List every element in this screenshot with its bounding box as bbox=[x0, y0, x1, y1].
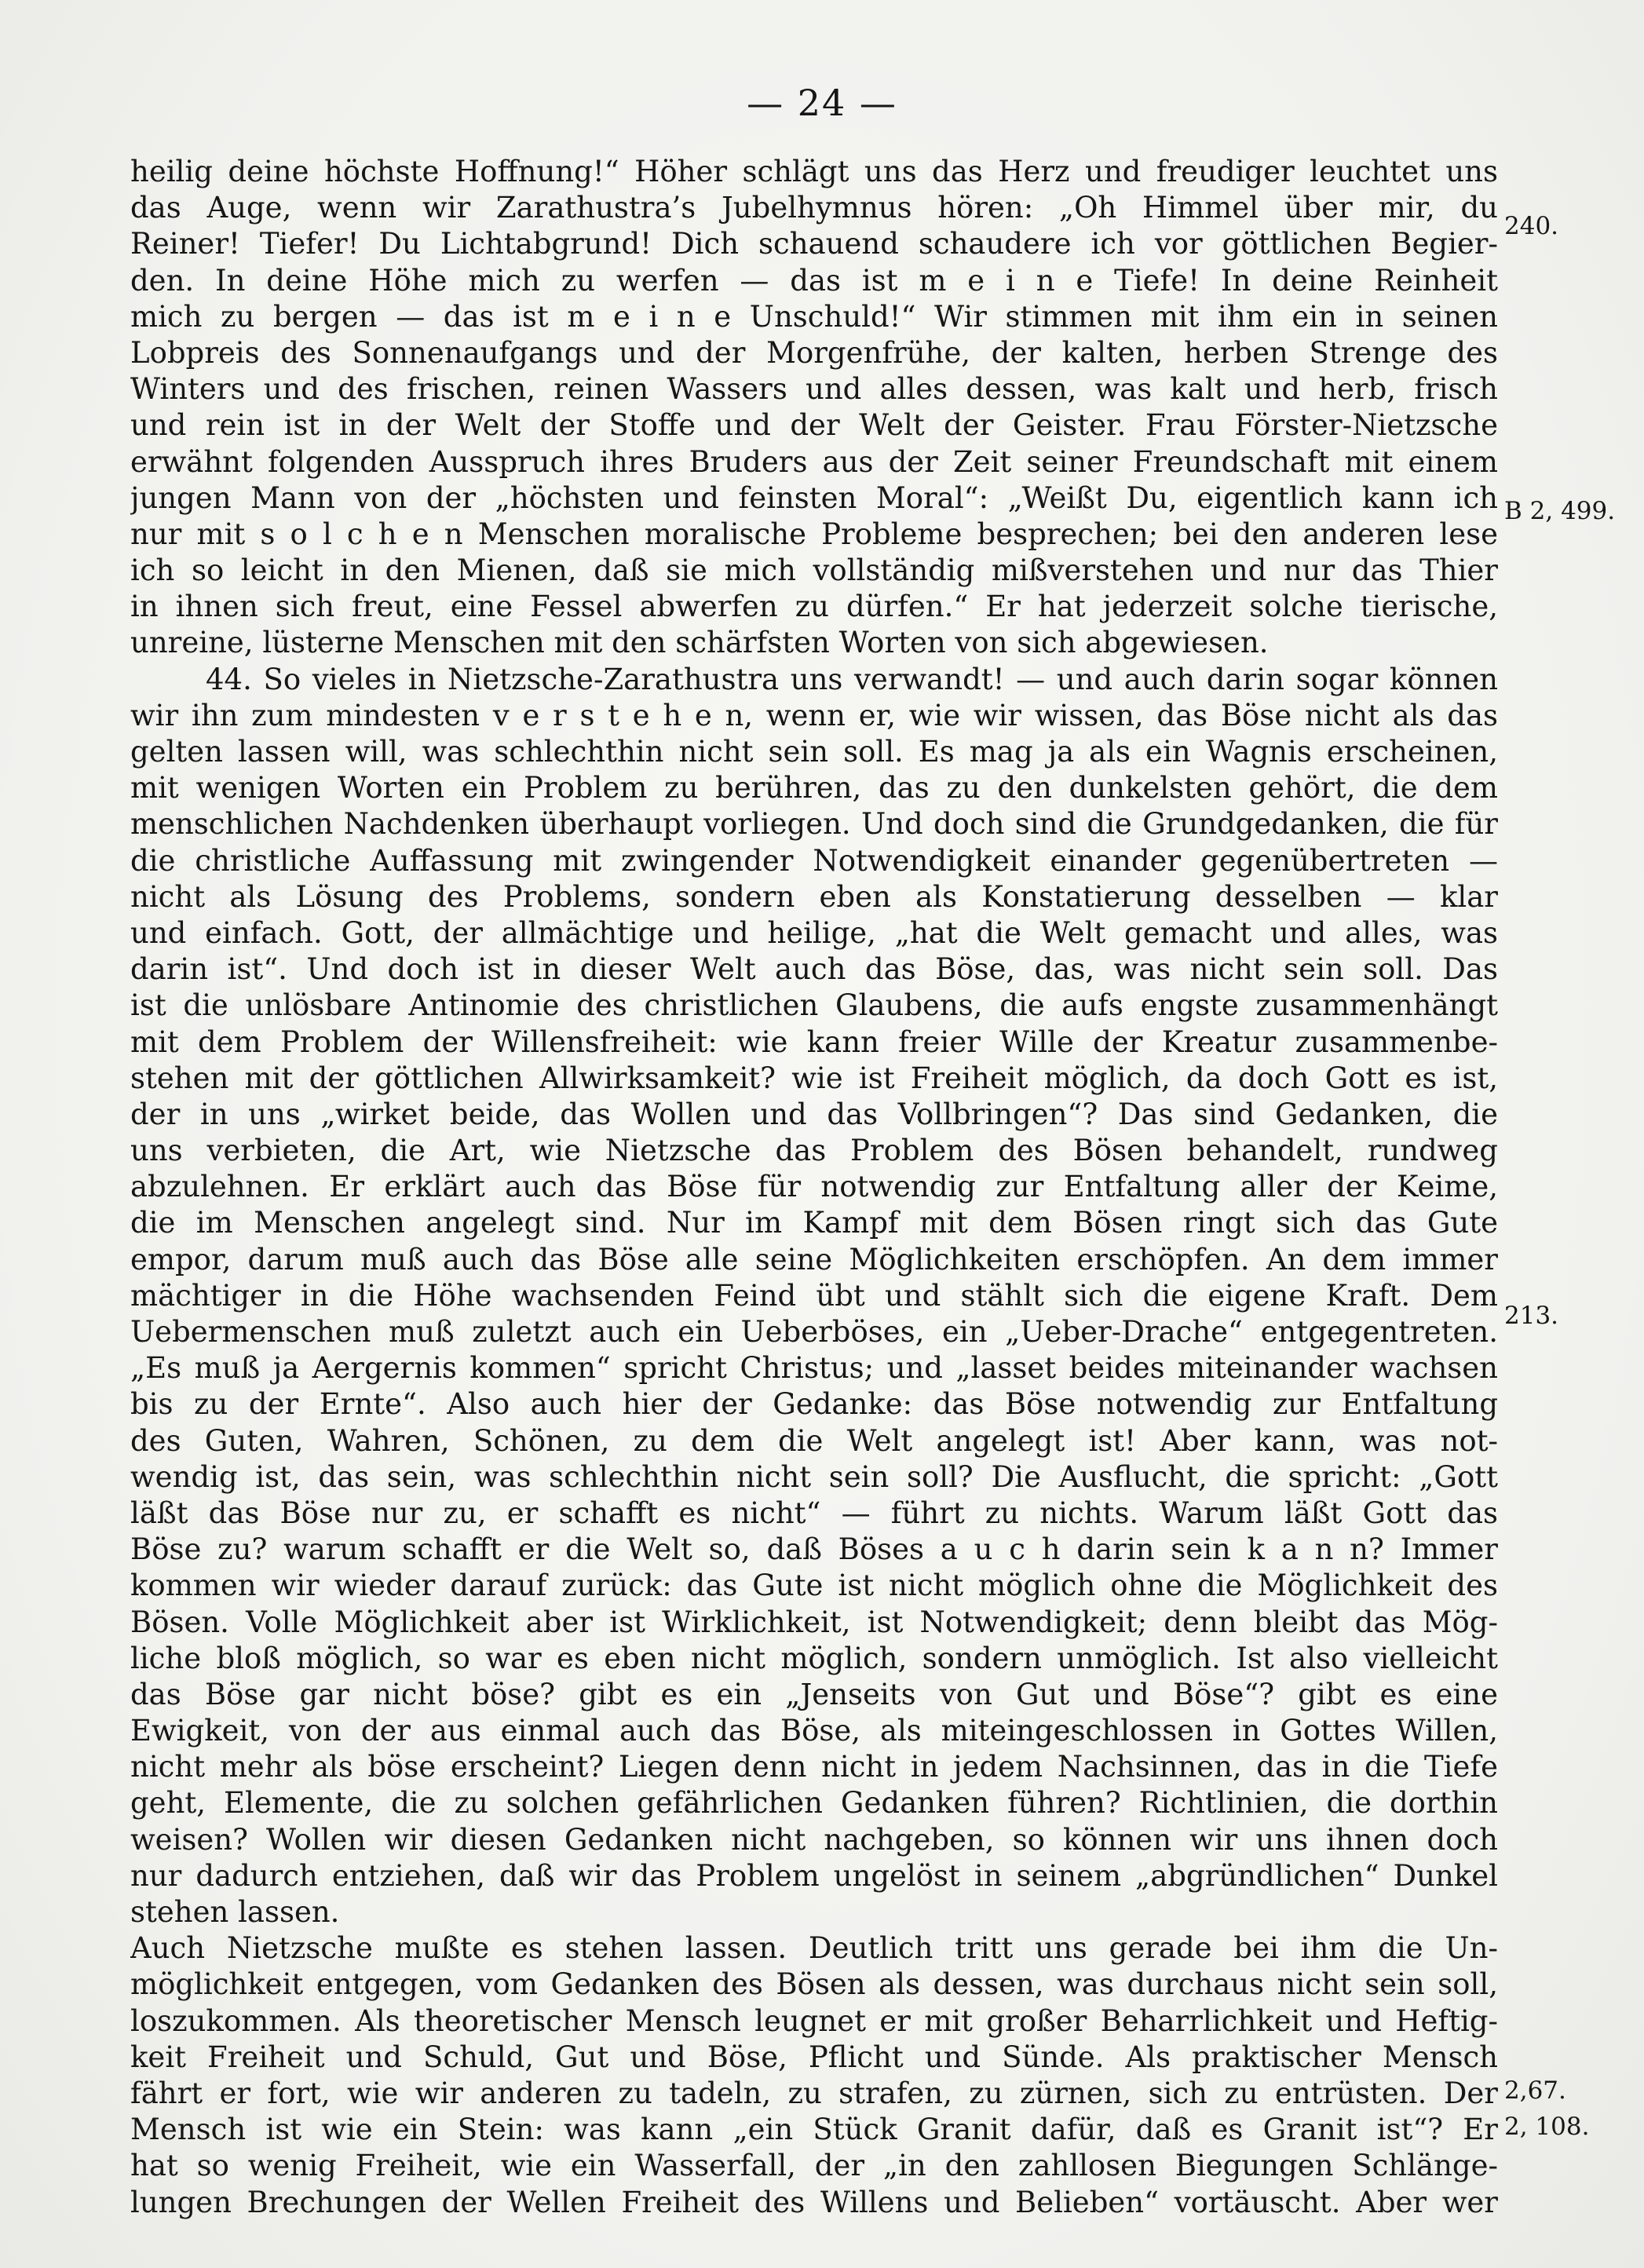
text-line: gelten lassen will, was schlechthin nicht sein soll. Es mag ja als ein Wagnis erscheinen, bbox=[130, 735, 1498, 769]
text-line: nur mit s o l c h e n Menschen moralische Probleme besprechen; bei den anderen lese bbox=[130, 517, 1498, 551]
text-line: heilig deine höchste Hoffnung!“ Höher schlägt uns das Herz und freudiger leuchtet uns bbox=[130, 155, 1498, 188]
text-line: Reiner! Tiefer! Du Lichtabgrund! Dich schauend schaudere ich vor göttlichen Begier- bbox=[130, 227, 1498, 261]
text-line: stehen mit der göttlichen Allwirksamkeit? wie ist Freiheit möglich, da doch Gott es ist, bbox=[130, 1061, 1498, 1095]
text-line: lungen Brechungen der Wellen Freiheit des Willens und Belieben“ vortäuscht. Aber wer bbox=[130, 2185, 1498, 2219]
text-line: liche bloß möglich, so war es eben nicht möglich, sondern unmöglich. Ist also vielleicht bbox=[130, 1641, 1498, 1675]
text-line: mit dem Problem der Willensfreiheit: wie kann freier Wille der Kreatur zusammenbe- bbox=[130, 1024, 1498, 1059]
text-line: jungen Mann von der „höchsten und feinsten Moral“: „Weißt Du, eigentlich kann ich bbox=[130, 480, 1498, 515]
text-line: mächtiger in die Höhe wachsenden Feind übt und stählt sich die eigene Kraft. Dem bbox=[130, 1278, 1498, 1313]
text-line: und rein ist in der Welt der Stoffe und der Welt der Geister. Frau Förster-Nietzsche bbox=[130, 408, 1498, 443]
text-line: ich so leicht in den Mienen, daß sie mich vollständig mißverstehen und nur das Thier bbox=[130, 553, 1498, 588]
margin-note-reference: 213. bbox=[1504, 1302, 1559, 1330]
text-line: und einfach. Gott, der allmächtige und heilige, „hat die Welt gemacht und alles, was bbox=[130, 915, 1498, 950]
text-line: läßt das Böse nur zu, er schafft es nicht“ — führt zu nichts. Warum läßt Gott das bbox=[130, 1496, 1498, 1530]
text-line: nicht als Lösung des Problems, sondern eben als Konstatierung desselben — klar bbox=[130, 879, 1498, 914]
text-line: nur dadurch entziehen, daß wir das Problem ungelöst in seinem „abgründlichen“ Dunkel bbox=[130, 1858, 1498, 1893]
text-line: möglichkeit entgegen, vom Gedanken des Bösen als dessen, was durchaus nicht sein soll, bbox=[130, 1967, 1498, 2002]
margin-note-reference: 2, 108. bbox=[1504, 2113, 1590, 2141]
text-line: das Böse gar nicht böse? gibt es ein „Jenseits von Gut und Böse“? gibt es eine bbox=[130, 1677, 1498, 1711]
text-line: das Auge, wenn wir Zarathustra’s Jubelhymnus hören: „Oh Himmel über mir, du bbox=[130, 191, 1498, 225]
text-line: kommen wir wieder darauf zurück: das Gute ist nicht möglich ohne die Möglichkeit des bbox=[130, 1569, 1498, 1603]
body-text bbox=[130, 154, 1498, 2221]
text-line: Winters und des frischen, reinen Wassers und alles dessen, was kalt und herb, frisch bbox=[130, 372, 1498, 407]
text-line: empor, darum muß auch das Böse alle seine Möglichkeiten erschöpfen. An dem immer bbox=[130, 1242, 1498, 1276]
text-line: wir ihn zum mindesten v e r s t e h e n, wenn er, wie wir wissen, das Böse nicht als das bbox=[130, 698, 1498, 732]
text-line: bis zu der Ernte“. Also auch hier der Gedanke: das Böse notwendig zur Entfaltung bbox=[130, 1387, 1498, 1422]
text-line: der in uns „wirket beide, das Wollen und das Vollbringen“? Das sind Gedanken, die bbox=[130, 1097, 1498, 1131]
text-line: keit Freiheit und Schuld, Gut und Böse, Pflicht und Sünde. Als praktischer Mensch bbox=[130, 2040, 1498, 2074]
text-line: die christliche Auffassung mit zwingender Notwendigkeit einander gegenübertreten — bbox=[130, 843, 1498, 878]
margin-note-reference: B 2, 499. bbox=[1504, 497, 1616, 525]
text-line: den. In deine Höhe mich zu werfen — das ist m e i n e Tiefe! In deine Reinheit bbox=[130, 263, 1498, 298]
text-line: Böse zu? warum schafft er die Welt so, daß Böses a u c h darin sein k a n n? Immer bbox=[130, 1532, 1498, 1567]
page-number: — 24 — bbox=[747, 82, 897, 124]
text-line: darin ist“. Und doch ist in dieser Welt auch das Böse, das, was nicht sein soll. Das bbox=[130, 952, 1498, 987]
text-line: in ihnen sich freut, eine Fessel abwerfen zu dürfen.“ Er hat jederzeit solche tierische, bbox=[130, 590, 1498, 624]
text-line: uns verbieten, die Art, wie Nietzsche das Problem des Bösen behandelt, rundweg bbox=[130, 1134, 1498, 1168]
paragraph-start-line: Auch Nietzsche mußte es stehen lassen. Deutlich tritt uns gerade bei ihm die Un- bbox=[130, 1931, 1498, 1966]
paragraph-end-line: stehen lassen. bbox=[130, 1895, 340, 1929]
text-line: loszukommen. Als theoretischer Mensch leugnet er mit großer Beharrlichkeit und Heftig- bbox=[130, 2003, 1498, 2038]
text-line: Mensch ist wie ein Stein: was kann „ein Stück Granit dafür, daß es Granit ist“? Er bbox=[130, 2113, 1498, 2147]
text-line: Lobpreis des Sonnenaufgangs und der Morgenfrühe, der kalten, herben Strenge des bbox=[130, 335, 1498, 370]
text-line: geht, Elemente, die zu solchen gefährlichen Gedanken führen? Richtlinien, die dorthin bbox=[130, 1786, 1498, 1821]
text-line: fährt er fort, wie wir anderen zu tadeln, zu strafen, zu zürnen, sich zu entrüsten. Der bbox=[130, 2076, 1498, 2110]
text-line: des Guten, Wahren, Schönen, zu dem die Welt angelegt ist! Aber kann, was not- bbox=[130, 1423, 1498, 1458]
margin-note-reference: 2,67. bbox=[1504, 2076, 1566, 2105]
text-line: abzulehnen. Er erklärt auch das Böse für notwendig zur Entfaltung aller der Keime, bbox=[130, 1170, 1498, 1204]
text-line: mit wenigen Worten ein Problem zu berühren, das zu den dunkelsten gehört, die dem bbox=[130, 771, 1498, 805]
text-line: hat so wenig Freiheit, wie ein Wasserfall, der „in den zahllosen Biegungen Schlänge- bbox=[130, 2149, 1498, 2183]
text-line: Ewigkeit, von der aus einmal auch das Böse, als miteingeschlossen in Gottes Willen, bbox=[130, 1714, 1498, 1748]
text-line: mich zu bergen — das ist m e i n e Unschuld!“ Wir stimmen mit ihm ein in seinen bbox=[130, 299, 1498, 334]
text-line: weisen? Wollen wir diesen Gedanken nicht nachgeben, so können wir uns ihnen doch bbox=[130, 1822, 1498, 1857]
paragraph-start-line: 44. So vieles in Nietzsche-Zarathustra uns verwandt! — und auch darin sogar können bbox=[206, 662, 1498, 696]
text-line: die im Menschen angelegt sind. Nur im Kampf mit dem Bösen ringt sich das Gute bbox=[130, 1206, 1498, 1240]
text-line: wendig ist, das sein, was schlechthin nicht sein soll? Die Ausflucht, die spricht: „Gott bbox=[130, 1459, 1498, 1494]
paragraph-end-line: unreine, lüsterne Menschen mit den schärfsten Worten von sich abgewiesen. bbox=[130, 626, 1269, 660]
margin-note-reference: 240. bbox=[1504, 212, 1559, 240]
text-line: Uebermenschen muß zuletzt auch ein Ueberböses, ein „Ueber-Drache“ entgegentreten. bbox=[130, 1315, 1498, 1349]
text-line: menschlichen Nachdenken überhaupt vorliegen. Und doch sind die Grundgedanken, die für bbox=[130, 807, 1498, 842]
text-line: erwähnt folgenden Ausspruch ihres Bruders aus der Zeit seiner Freundschaft mit einem bbox=[130, 444, 1498, 479]
text-line: ist die unlösbare Antinomie des christlichen Glaubens, die aufs engste zusammenhängt bbox=[130, 988, 1498, 1023]
text-line: Bösen. Volle Möglichkeit aber ist Wirklichkeit, ist Notwendigkeit; denn bleibt das Mög- bbox=[130, 1605, 1498, 1639]
text-line: „Es muß ja Aergernis kommen“ spricht Christus; und „lasset beides miteinander wachsen bbox=[130, 1351, 1498, 1386]
text-line: nicht mehr als böse erscheint? Liegen denn nicht in jedem Nachsinnen, das in die Tiefe bbox=[130, 1750, 1498, 1784]
